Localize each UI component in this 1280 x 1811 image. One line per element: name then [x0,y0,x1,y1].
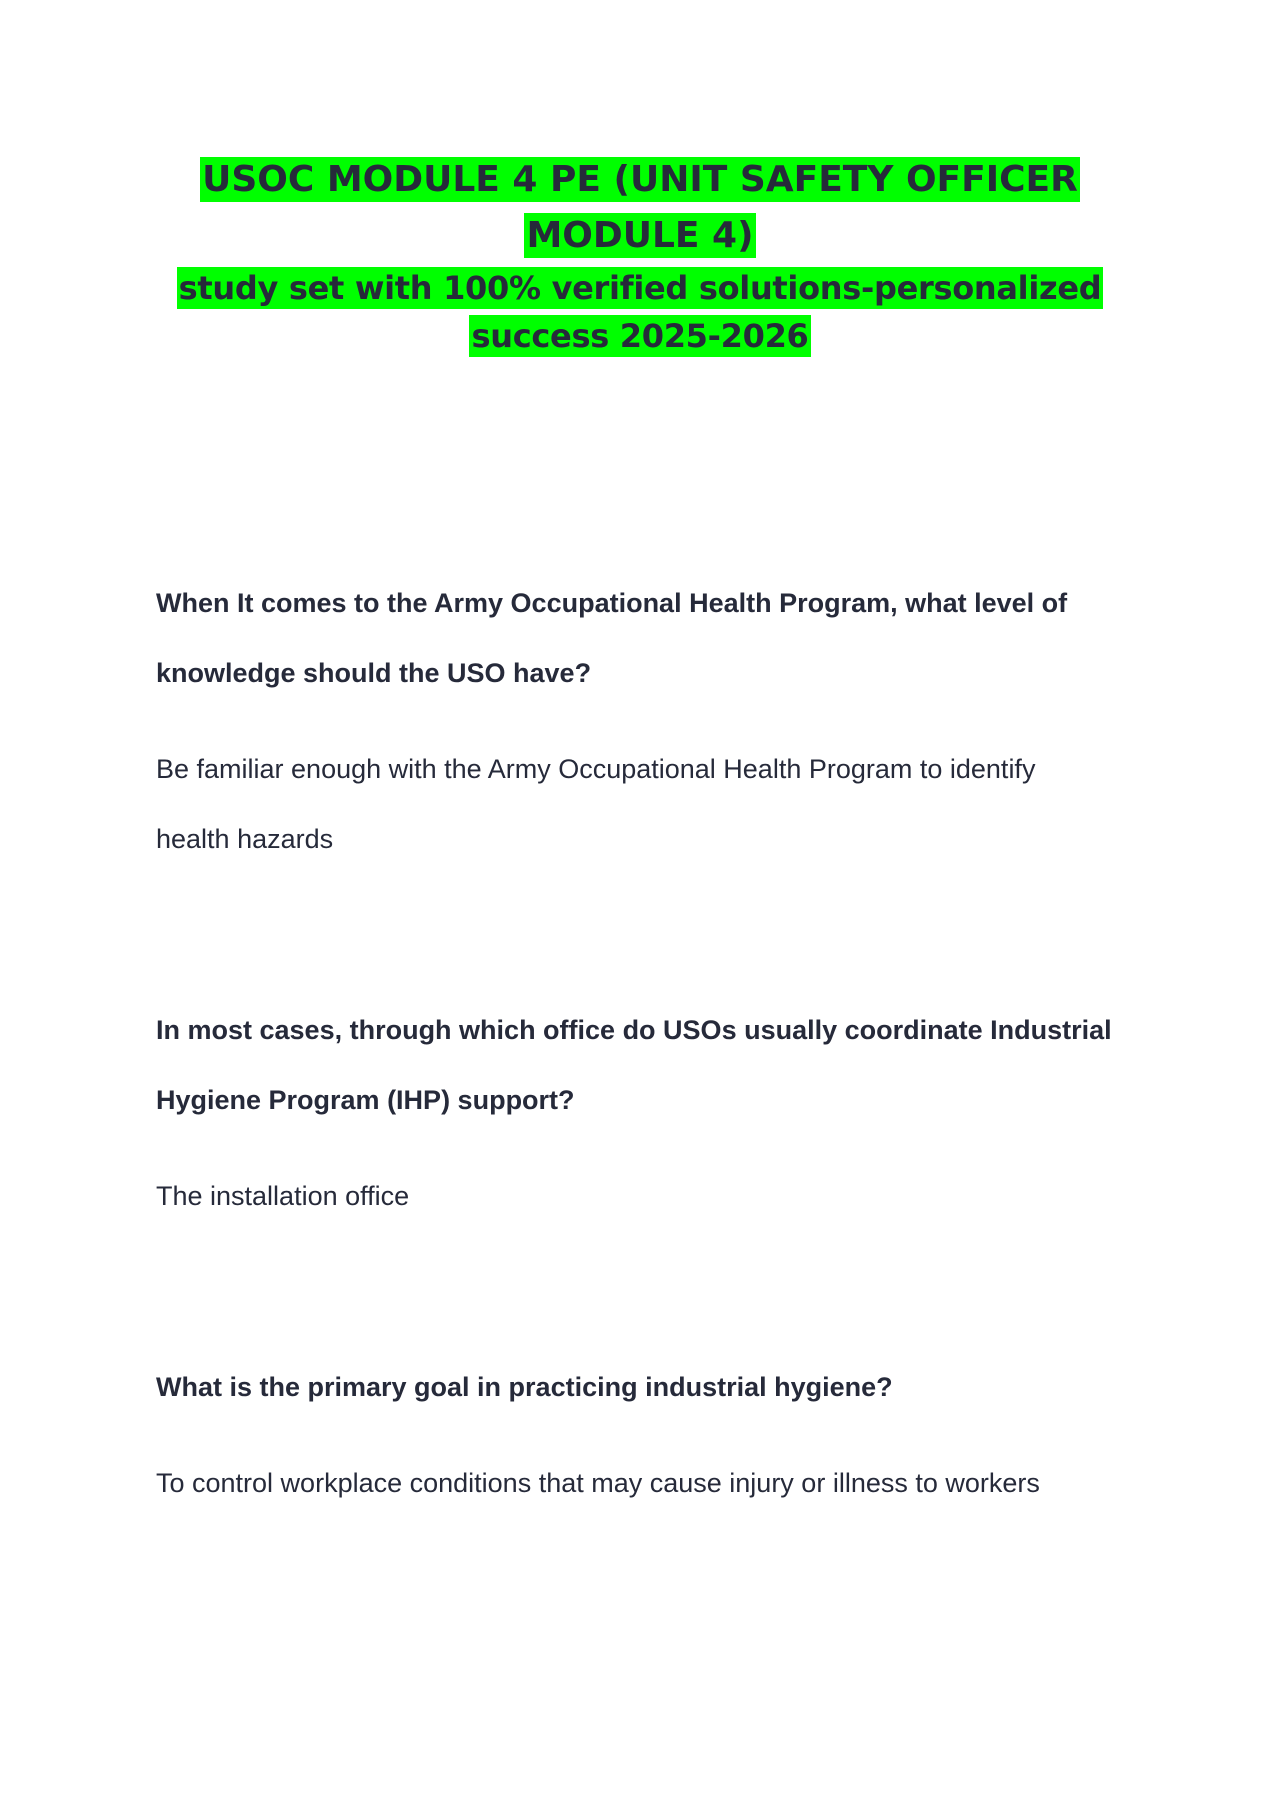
title-subtitle-text: study set with 100% verified solutions-personalized success 2025-2026 [178,269,1102,355]
question-text: What is the primary goal in practicing industrial hygiene? [156,1372,893,1402]
question-text: In most cases, through which office do USOs usually coordinate Industrial Hygiene Program (IHP) support? [156,1015,1112,1115]
title-main [150,152,1130,264]
qa-item [156,995,1116,1231]
document-title [150,152,1130,360]
qa-item [156,1352,1116,1518]
question-text: When It comes to the Army Occupational Health Program, what level of knowledge should the USO have? [156,588,1068,688]
qa-item [156,568,1116,874]
title-main-text: USOC MODULE 4 PE (UNIT SAFETY OFFICER MODULE 4) [202,159,1078,256]
title-subtitle [150,264,1130,360]
answer-text: To control workplace conditions that may cause injury or illness to workers [156,1468,1040,1498]
answer-text: Be familiar enough with the Army Occupational Health Program to identify health hazards [156,754,1036,854]
answer-text: The installation office [156,1181,410,1211]
